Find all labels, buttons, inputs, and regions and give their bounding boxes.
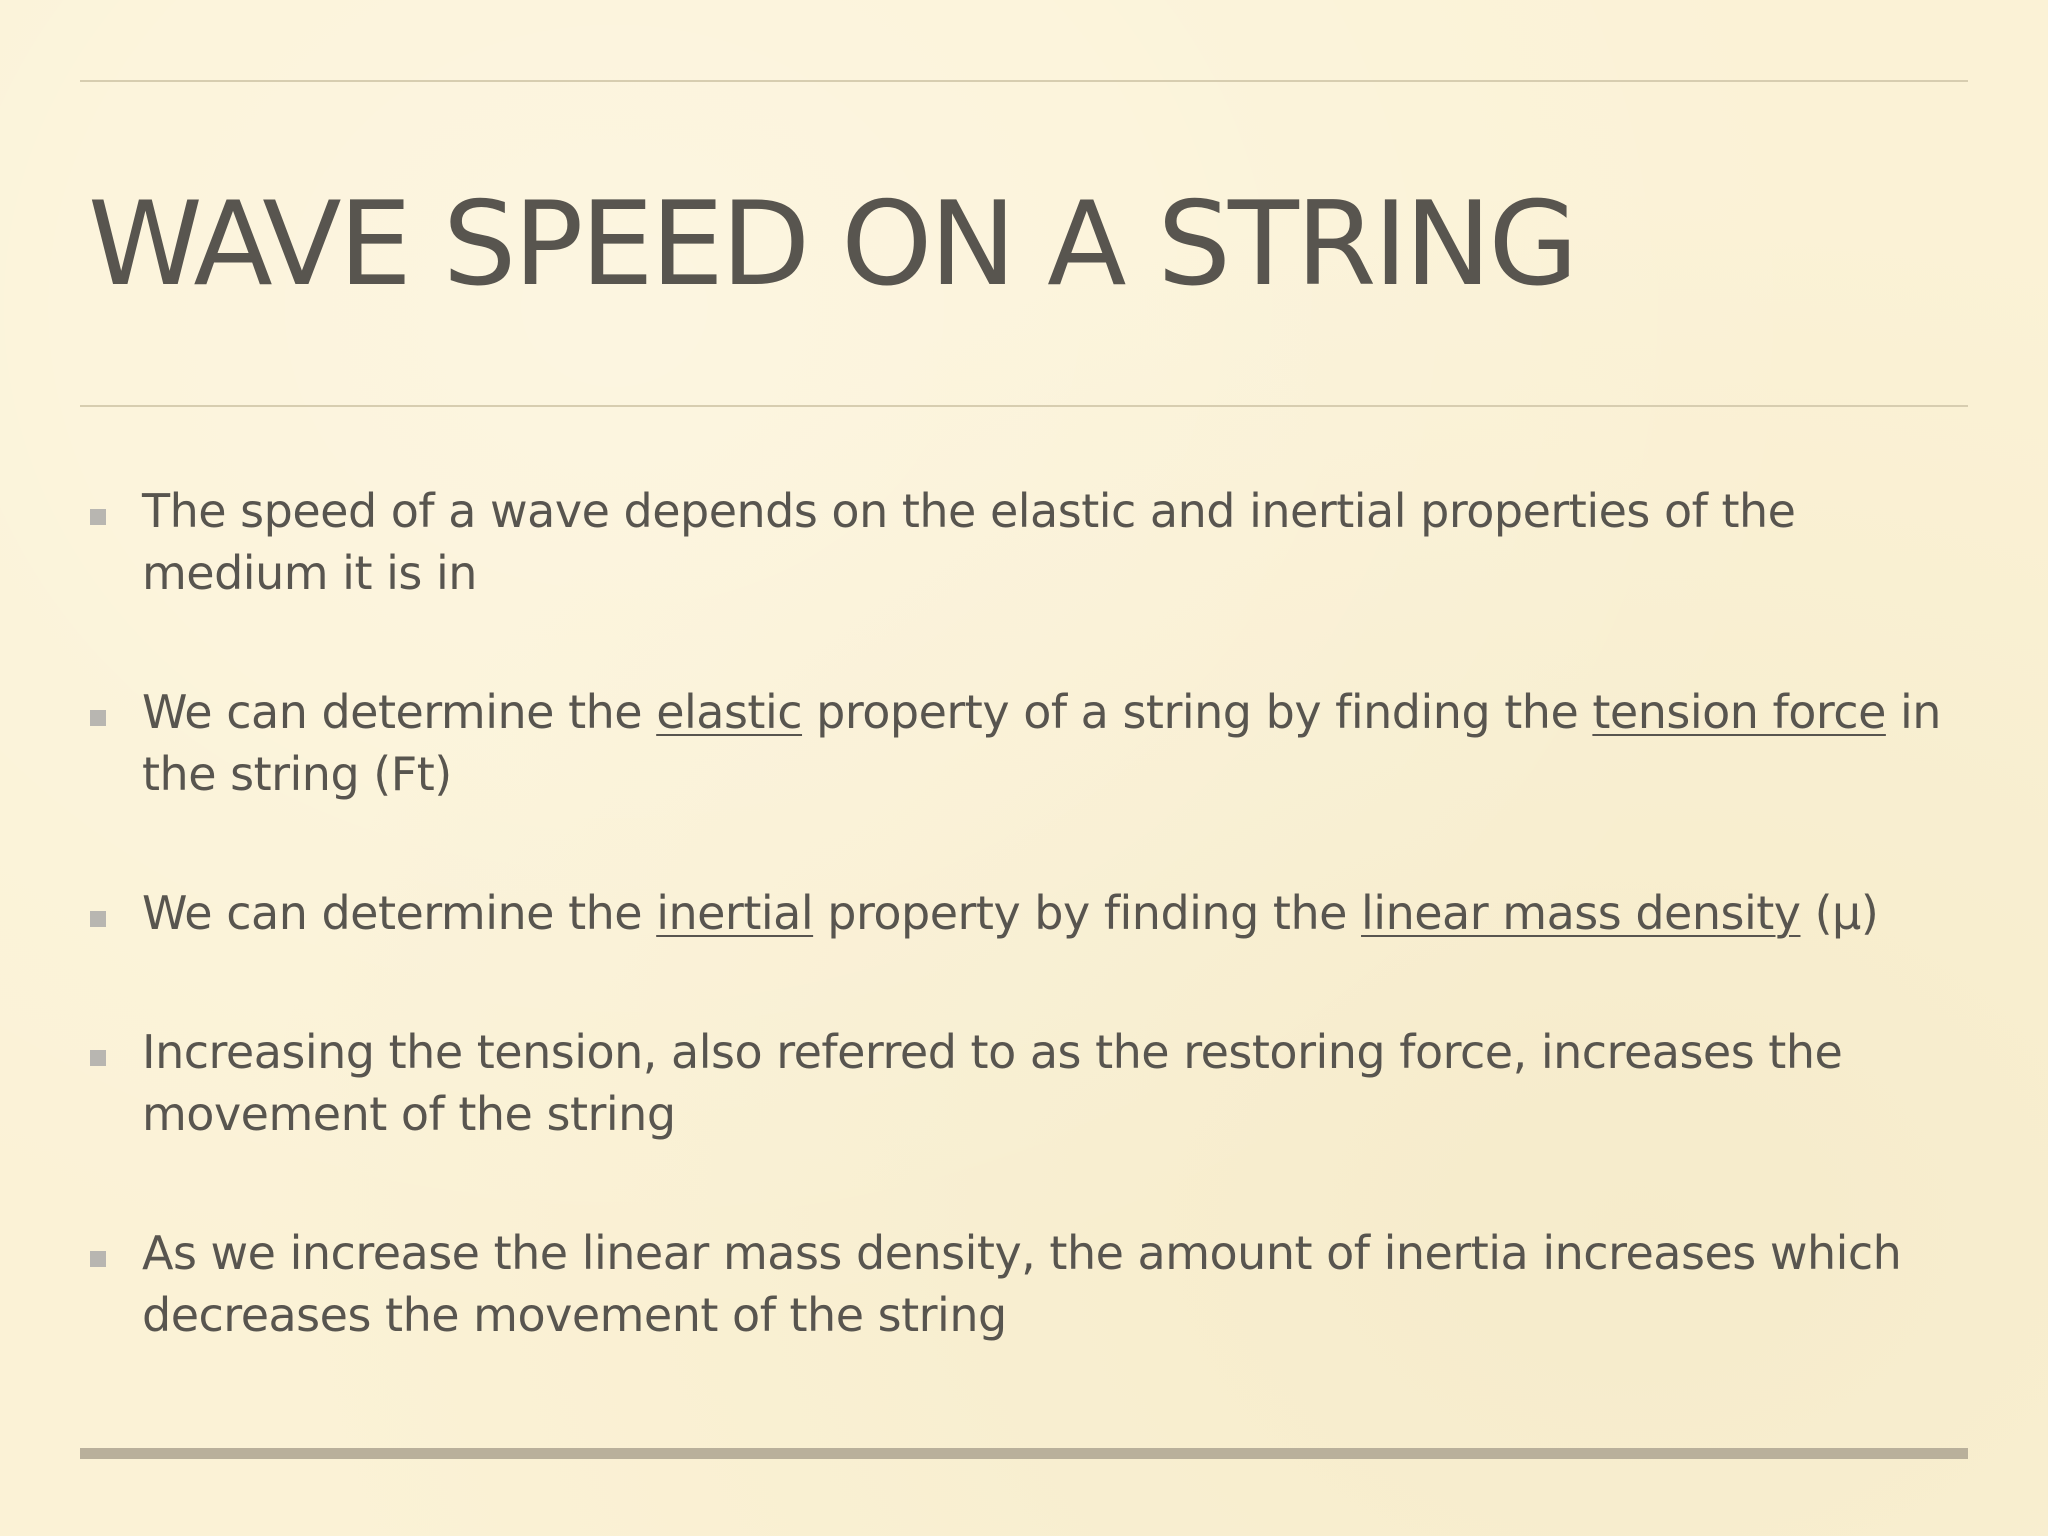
underlined-term-elastic: elastic (656, 685, 803, 739)
square-bullet-icon (90, 710, 106, 726)
square-bullet-icon (90, 1050, 106, 1066)
square-bullet-icon (90, 1251, 106, 1267)
bottom-divider (80, 1448, 1968, 1459)
bullet-text: property by finding the (813, 886, 1362, 940)
square-bullet-icon (90, 509, 106, 525)
underlined-term-tension-force: tension force (1592, 685, 1886, 739)
bullet-item (88, 1222, 1968, 1346)
bullet-item (88, 882, 1968, 944)
bullet-text: We can determine the (142, 886, 657, 940)
bullet-text: (μ) (1800, 886, 1879, 940)
bullet-item (88, 681, 1968, 805)
bullet-text: Increasing the tension, also referred to as the restoring force, increases the movement of the string (142, 1025, 1843, 1141)
bullet-text: in the string (Ft) (142, 685, 1941, 801)
bullet-text: We can determine the (142, 685, 657, 739)
underlined-term-linear-mass-density: linear mass density (1361, 886, 1801, 940)
underlined-term-inertial: inertial (656, 886, 814, 940)
top-divider (80, 80, 1968, 82)
bullet-item (88, 480, 1968, 604)
bullet-item (88, 1021, 1968, 1145)
square-bullet-icon (90, 911, 106, 927)
slide-title: WAVE SPEED ON A STRING (88, 177, 1576, 312)
bullet-text: As we increase the linear mass density, the amount of inertia increases which decreases the movement of the string (142, 1226, 1902, 1342)
bullet-text: property of a string by finding the (802, 685, 1593, 739)
bullet-list (88, 480, 1968, 1346)
bullet-text: The speed of a wave depends on the elastic and inertial properties of the medium it is in (142, 484, 1796, 600)
title-divider (80, 405, 1968, 407)
